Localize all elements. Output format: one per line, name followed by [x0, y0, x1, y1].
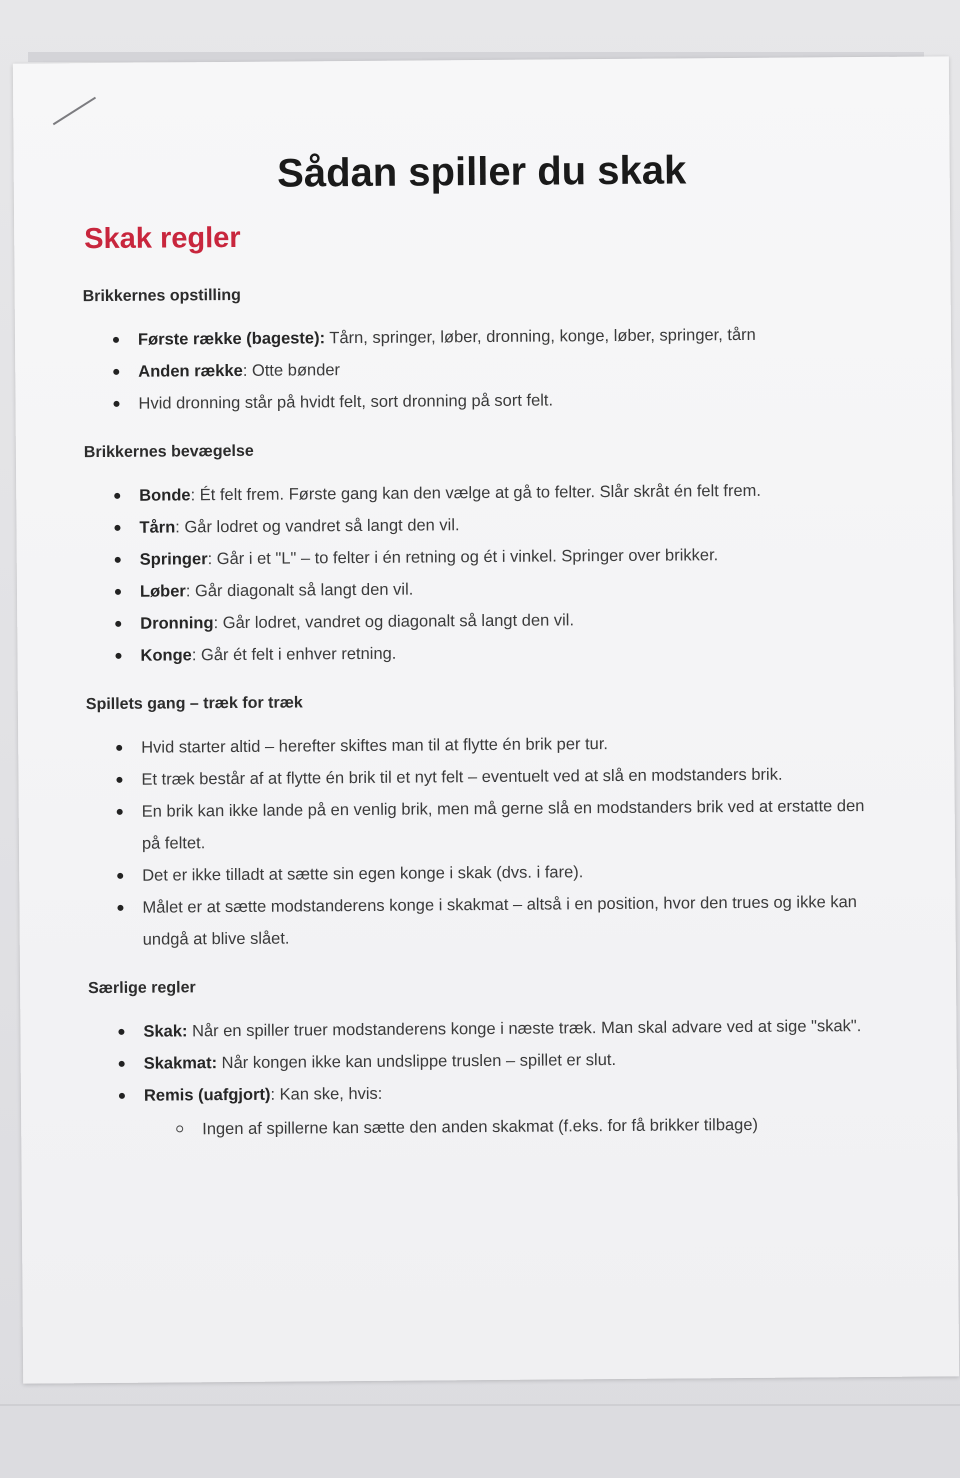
- item-text: Når kongen ikke kan undslippe truslen – spillet er slut.: [216, 1050, 617, 1073]
- item-lead: Springer: [139, 550, 208, 569]
- list-item: [142, 886, 887, 956]
- list-item: [142, 790, 887, 860]
- list-bevaegelse: [84, 474, 885, 672]
- item-lead: Anden række: [138, 361, 243, 381]
- section-heading-bevaegelse: Brikkernes bevægelse: [83, 442, 254, 462]
- item-text: : Ét felt frem. Første gang kan den vælge at gå to felter. Slår skråt én felt frem.: [190, 481, 762, 505]
- sub-list-remis: [144, 1108, 889, 1146]
- item-text: Tårn, springer, løber, dronning, konge, løber, springer, tårn: [324, 325, 756, 348]
- item-lead: Remis (uafgjort): [143, 1085, 271, 1105]
- list-item: [140, 634, 885, 672]
- section-heading-saerlige-regler: Særlige regler: [88, 979, 196, 998]
- item-text: : Går i et "L" – to felter i én retning og ét i vinkel. Springer over brikker.: [207, 546, 719, 569]
- document-content: [83, 282, 890, 1170]
- item-text: Målet er at sætte modstanderens konge i skakmat – altså i en position, hvor den trues og ikke kan undgå at blive slået.: [142, 893, 857, 949]
- item-lead: Skak:: [143, 1022, 188, 1041]
- list-opstilling: [83, 318, 884, 420]
- item-text: : Kan ske, hvis:: [270, 1084, 383, 1104]
- item-text: Hvid dronning står på hvidt felt, sort dronning på sort felt.: [138, 391, 554, 413]
- item-text: Når en spiller truer modstanderens konge i næste træk. Man skal advare ved at sige "skak".: [187, 1017, 862, 1041]
- item-lead: Første række (bageste):: [137, 329, 326, 349]
- item-lead: Dronning: [140, 614, 214, 633]
- item-text: En brik kan ikke lande på en venlig brik, men må gerne slå en modstanders brik ved at erstatte den på feltet.: [141, 797, 865, 853]
- item-text: : Otte bønder: [242, 361, 341, 380]
- list-spillets-gang: [86, 726, 888, 956]
- list-saerlige-regler: [88, 1010, 889, 1146]
- document-title: Sådan spiller du skak: [276, 148, 687, 196]
- item-text: : Går lodret, vandret og diagonalt så langt den vil.: [213, 611, 575, 633]
- sub-list-item: Ingen af spillerne kan sætte den anden skakmat (f.eks. for få brikker tilbage): [202, 1108, 889, 1145]
- list-item: [144, 1074, 889, 1146]
- item-text: Det er ikke tilladt at sætte sin egen konge i skak (dvs. i fare).: [142, 863, 584, 885]
- section-heading-spillets-gang: Spillets gang – træk for træk: [85, 694, 303, 714]
- item-text: : Går diagonalt så langt den vil.: [185, 580, 414, 601]
- item-lead: Skakmat:: [143, 1054, 218, 1073]
- item-lead: Løber: [139, 582, 186, 601]
- item-text: Hvid starter altid – herefter skiftes man til at flytte én brik per tur.: [141, 735, 609, 757]
- document-subtitle: Skak regler: [84, 221, 241, 256]
- background-shelf-edge: [0, 1404, 960, 1406]
- item-text: : Går ét felt i enhver retning.: [191, 644, 397, 665]
- item-text: Et træk består af at flytte én brik til et nyt felt – eventuelt ved at slå en modstanders brik.: [141, 765, 783, 789]
- section-heading-opstilling: Brikkernes opstilling: [82, 286, 241, 306]
- item-lead: Tårn: [139, 518, 176, 537]
- paper-sheet: [13, 56, 959, 1383]
- pen-mark: [53, 97, 96, 126]
- item-lead: Bonde: [139, 486, 191, 505]
- item-lead: Konge: [140, 646, 192, 665]
- list-item: [138, 382, 883, 420]
- item-text: : Går lodret og vandret så langt den vil.: [175, 516, 460, 537]
